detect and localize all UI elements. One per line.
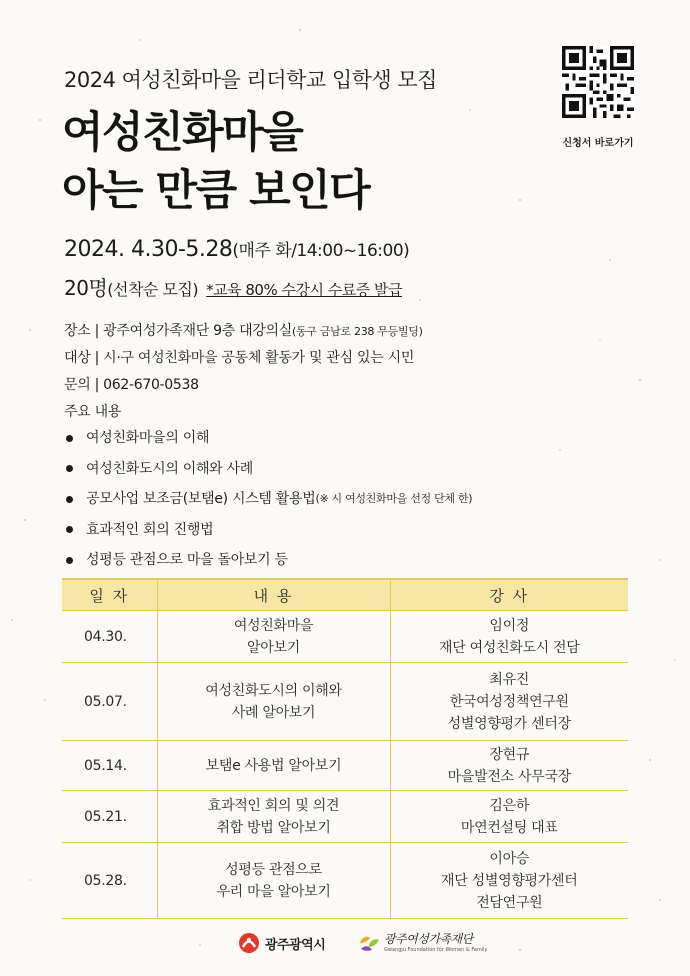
table-row: [62, 843, 628, 919]
lecturer-title: 재단 여성친화도시 전담: [438, 639, 580, 656]
capacity-detail: (선착순 모집): [107, 280, 199, 299]
header-lecturer: 강 사: [390, 579, 628, 611]
lecturer-title: 재단 성별영향평가센터: [441, 872, 578, 889]
table-row: [62, 791, 628, 843]
bullet-icon: [66, 526, 73, 533]
gwangju-foundation-logo: [358, 930, 487, 953]
cell-lecturer: [390, 791, 628, 843]
list-item-text: 여성친화도시의 이해와 사례: [86, 460, 253, 477]
content-line: 보탬e 사용법 알아보기: [205, 757, 342, 774]
content-line: 취합 방법 알아보기: [216, 819, 331, 836]
bullet-icon: [66, 557, 73, 564]
info-contact: 문의 | 062-670-0538: [64, 377, 199, 393]
list-item: [66, 454, 472, 485]
cell-content: [157, 791, 390, 843]
content-line: 알아보기: [247, 639, 300, 656]
capacity-line: [64, 272, 402, 301]
cell-content: [157, 741, 390, 791]
lecturer-name: 최유진: [489, 671, 530, 688]
foundation-emblem-icon: [358, 931, 380, 953]
list-item-note: (※ 시 여성친화마을 선정 단체 한): [315, 492, 473, 505]
lecturer-name: 장현규: [489, 746, 530, 763]
certificate-note: *교육 80% 수강시 수료증 발급: [206, 281, 402, 299]
cell-lecturer: [390, 741, 628, 791]
cell-content: [157, 843, 390, 919]
cell-date: 05.14.: [62, 741, 157, 791]
cell-lecturer: [390, 843, 628, 919]
cell-content: [157, 611, 390, 663]
content-line: 여성친화도시의 이해와: [205, 682, 342, 699]
gwangju-city-text: 광주광역시: [265, 937, 326, 953]
lecturer-title: 한국여성정책연구원: [449, 693, 569, 710]
place-detail: (동구 금남로 238 무등빌딩): [291, 325, 423, 338]
list-item-text: 효과적인 회의 진행법: [86, 521, 214, 538]
list-item: [66, 545, 472, 576]
gwangju-emblem-icon: [238, 932, 260, 954]
foundation-name-kr: 광주여성가족재단: [384, 932, 473, 946]
lecturer-title: 성별영향평가 센터장: [447, 715, 571, 732]
bullet-icon: [66, 496, 73, 503]
place-text: 장소 | 광주여성가족재단 9층 대강의실: [64, 323, 292, 339]
content-heading: 주요 내용: [64, 404, 122, 420]
bullet-icon: [66, 435, 73, 442]
lecturer-name: 김은하: [489, 797, 530, 814]
lecturer-title: 전담연구원: [476, 894, 543, 911]
info-target: 대상 | 시·구 여성친화마을 공동체 활동가 및 관심 있는 시민: [64, 350, 415, 366]
cell-date: 05.21.: [62, 791, 157, 843]
content-line: 우리 마을 알아보기: [216, 883, 331, 900]
cell-lecturer: [390, 611, 628, 663]
content-line: 사례 알아보기: [231, 704, 316, 721]
table-row: [62, 611, 628, 663]
cell-date: 05.28.: [62, 843, 157, 919]
lecturer-name: 이아승: [489, 850, 530, 867]
footer-logos: [0, 930, 690, 960]
content-line: 효과적인 회의 및 의견: [207, 797, 340, 814]
schedule-table: [62, 578, 628, 919]
capacity: 20명: [64, 276, 108, 300]
cell-lecturer: [390, 663, 628, 741]
info-block: [64, 318, 423, 426]
content-line: 성평등 관점으로: [225, 861, 322, 878]
qr-label: 신청서 바로가기: [562, 138, 634, 149]
bullet-icon: [66, 465, 73, 472]
lecturer-title: 마을발전소 사무국장: [447, 768, 571, 785]
lecturer-title: 마연컨설팅 대표: [460, 819, 558, 836]
cell-date: 05.07.: [62, 663, 157, 741]
period: 2024. 4.30-5.28: [64, 237, 233, 262]
header-date: 일 자: [62, 579, 157, 611]
period-detail: (매주 화/14:00~16:00): [232, 241, 410, 261]
info-place: [64, 318, 423, 345]
title-line-2: 아는 만큼 보인다: [62, 166, 370, 216]
event-subtitle: 2024 여성친화마을 리더학교 입학생 모집: [64, 68, 437, 92]
cell-content: [157, 663, 390, 741]
content-list: [66, 423, 472, 576]
table-header-row: [62, 579, 628, 611]
list-item-text: 여성친화마을의 이해: [86, 430, 210, 446]
event-title: [62, 104, 369, 220]
list-item: [66, 484, 472, 515]
list-item-text: 공모사업 보조금(보탬e) 시스템 활용법: [86, 491, 316, 507]
content-line: 여성친화마을: [233, 617, 314, 634]
list-item: [66, 515, 472, 546]
cell-date: 04.30.: [62, 611, 157, 663]
gwangju-city-logo: [238, 932, 325, 954]
list-item-text: 성평등 관점으로 마을 돌아보기 등: [86, 552, 288, 568]
list-item: [66, 423, 472, 454]
lecturer-name: 임이정: [489, 617, 530, 634]
table-row: [62, 741, 628, 791]
qr-code-icon[interactable]: [562, 46, 634, 118]
header-content: 내 용: [157, 579, 390, 611]
foundation-name-en: Gwangju Foundation for Women & Family: [384, 947, 488, 953]
table-row: [62, 663, 628, 741]
qr-block[interactable]: [560, 46, 636, 149]
title-line-1: 여성친화마을: [62, 108, 303, 158]
period-line: [64, 236, 409, 262]
